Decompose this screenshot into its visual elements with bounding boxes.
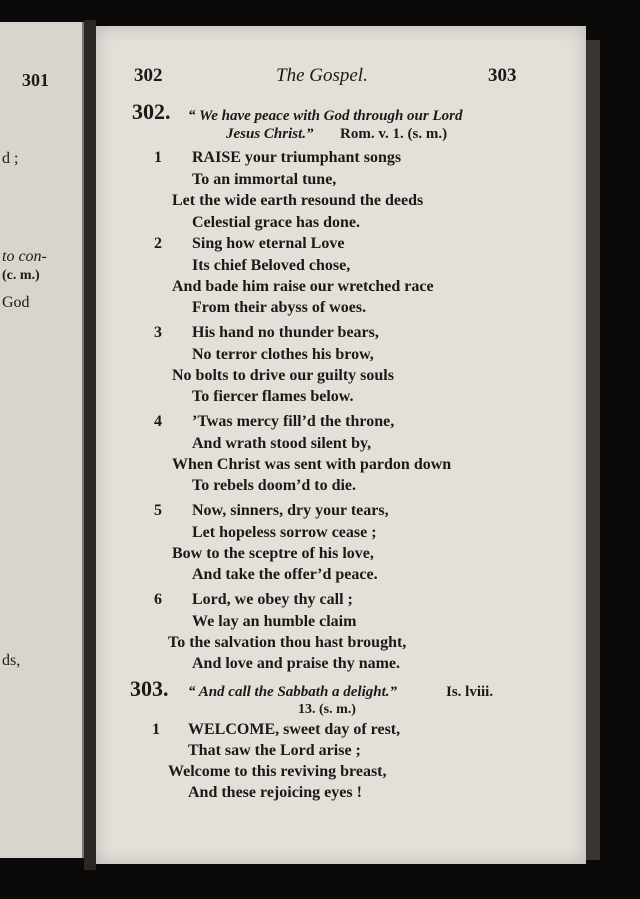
- verse-line: To rebels doom’d to die.: [192, 477, 357, 494]
- verse-line: No terror clothes his brow,: [192, 346, 374, 363]
- page-edge: [586, 40, 600, 860]
- verse-line: Welcome to this reviving breast,: [168, 763, 387, 780]
- verse-line: And love and praise thy name.: [192, 655, 401, 672]
- verse-line: To fiercer flames below.: [192, 388, 354, 405]
- verse-line: Its chief Beloved chose,: [192, 257, 351, 274]
- verse-number: 6: [154, 591, 162, 608]
- hymn-number: 303.: [130, 676, 169, 701]
- running-title: The Gospel.: [276, 65, 368, 86]
- previous-page-fragment: [0, 22, 84, 858]
- verse-line: And take the offer’d peace.: [192, 566, 378, 583]
- verse-line: No bolts to drive our guilty souls: [172, 367, 394, 384]
- verse-line: And wrath stood silent by,: [192, 435, 372, 452]
- hymn-epigraph: Jesus Christ.”: [226, 126, 314, 142]
- verse-number: 2: [154, 235, 162, 252]
- previous-page-text: ds,: [2, 652, 21, 669]
- scripture-reference: Rom. v. 1. (s. m.): [340, 126, 448, 142]
- verse-line: That saw the Lord arise ;: [188, 742, 361, 759]
- verse-number: 1: [152, 721, 160, 738]
- verse-line: His hand no thunder bears,: [192, 324, 379, 341]
- book-gutter: [84, 20, 96, 870]
- scripture-reference: Is. lviii.: [446, 684, 494, 700]
- previous-page-text: d ;: [2, 150, 19, 167]
- header-right-number: 303: [488, 65, 517, 86]
- previous-page-number: 301: [22, 70, 49, 90]
- verse-line: Let the wide earth resound the deeds: [172, 192, 424, 209]
- verse-number: 3: [154, 324, 162, 341]
- verse-line: RAISE your triumphant songs: [192, 149, 402, 166]
- previous-page-text: (c. m.): [2, 268, 40, 283]
- hymn-page: [96, 26, 586, 864]
- verse-line: We lay an humble claim: [192, 613, 357, 630]
- verse-line: And bade him raise our wretched race: [172, 278, 434, 295]
- verse-line: And these rejoicing eyes !: [188, 784, 362, 801]
- verse-line: Lord, we obey thy call ;: [192, 591, 353, 608]
- previous-page-text: to con-: [2, 248, 47, 265]
- verse-number: 4: [154, 413, 162, 430]
- previous-page-text: God: [2, 294, 30, 311]
- verse-number: 1: [154, 149, 162, 166]
- verse-line: Sing how eternal Love: [192, 235, 345, 252]
- scripture-reference-continued: 13. (s. m.): [298, 702, 356, 717]
- verse-line: WELCOME, sweet day of rest,: [188, 721, 401, 738]
- verse-line: When Christ was sent with pardon down: [172, 456, 452, 473]
- verse-line: From their abyss of woes.: [192, 299, 367, 316]
- verse-line: Celestial grace has done.: [192, 214, 360, 231]
- verse-line: Let hopeless sorrow cease ;: [192, 524, 377, 541]
- hymn-number: 302.: [132, 99, 171, 124]
- verse-line: To the salvation thou hast brought,: [168, 634, 407, 651]
- verse-line: Bow to the sceptre of his love,: [172, 545, 374, 562]
- hymn-epigraph: “ And call the Sabbath a delight.”: [188, 684, 398, 700]
- verse-line: To an immortal tune,: [192, 171, 337, 188]
- verse-line: ’Twas mercy fill’d the throne,: [192, 413, 395, 430]
- header-left-number: 302: [134, 65, 163, 86]
- hymn-epigraph: “ We have peace with God through our Lord: [188, 108, 463, 124]
- verse-number: 5: [154, 502, 162, 519]
- verse-line: Now, sinners, dry your tears,: [192, 502, 389, 519]
